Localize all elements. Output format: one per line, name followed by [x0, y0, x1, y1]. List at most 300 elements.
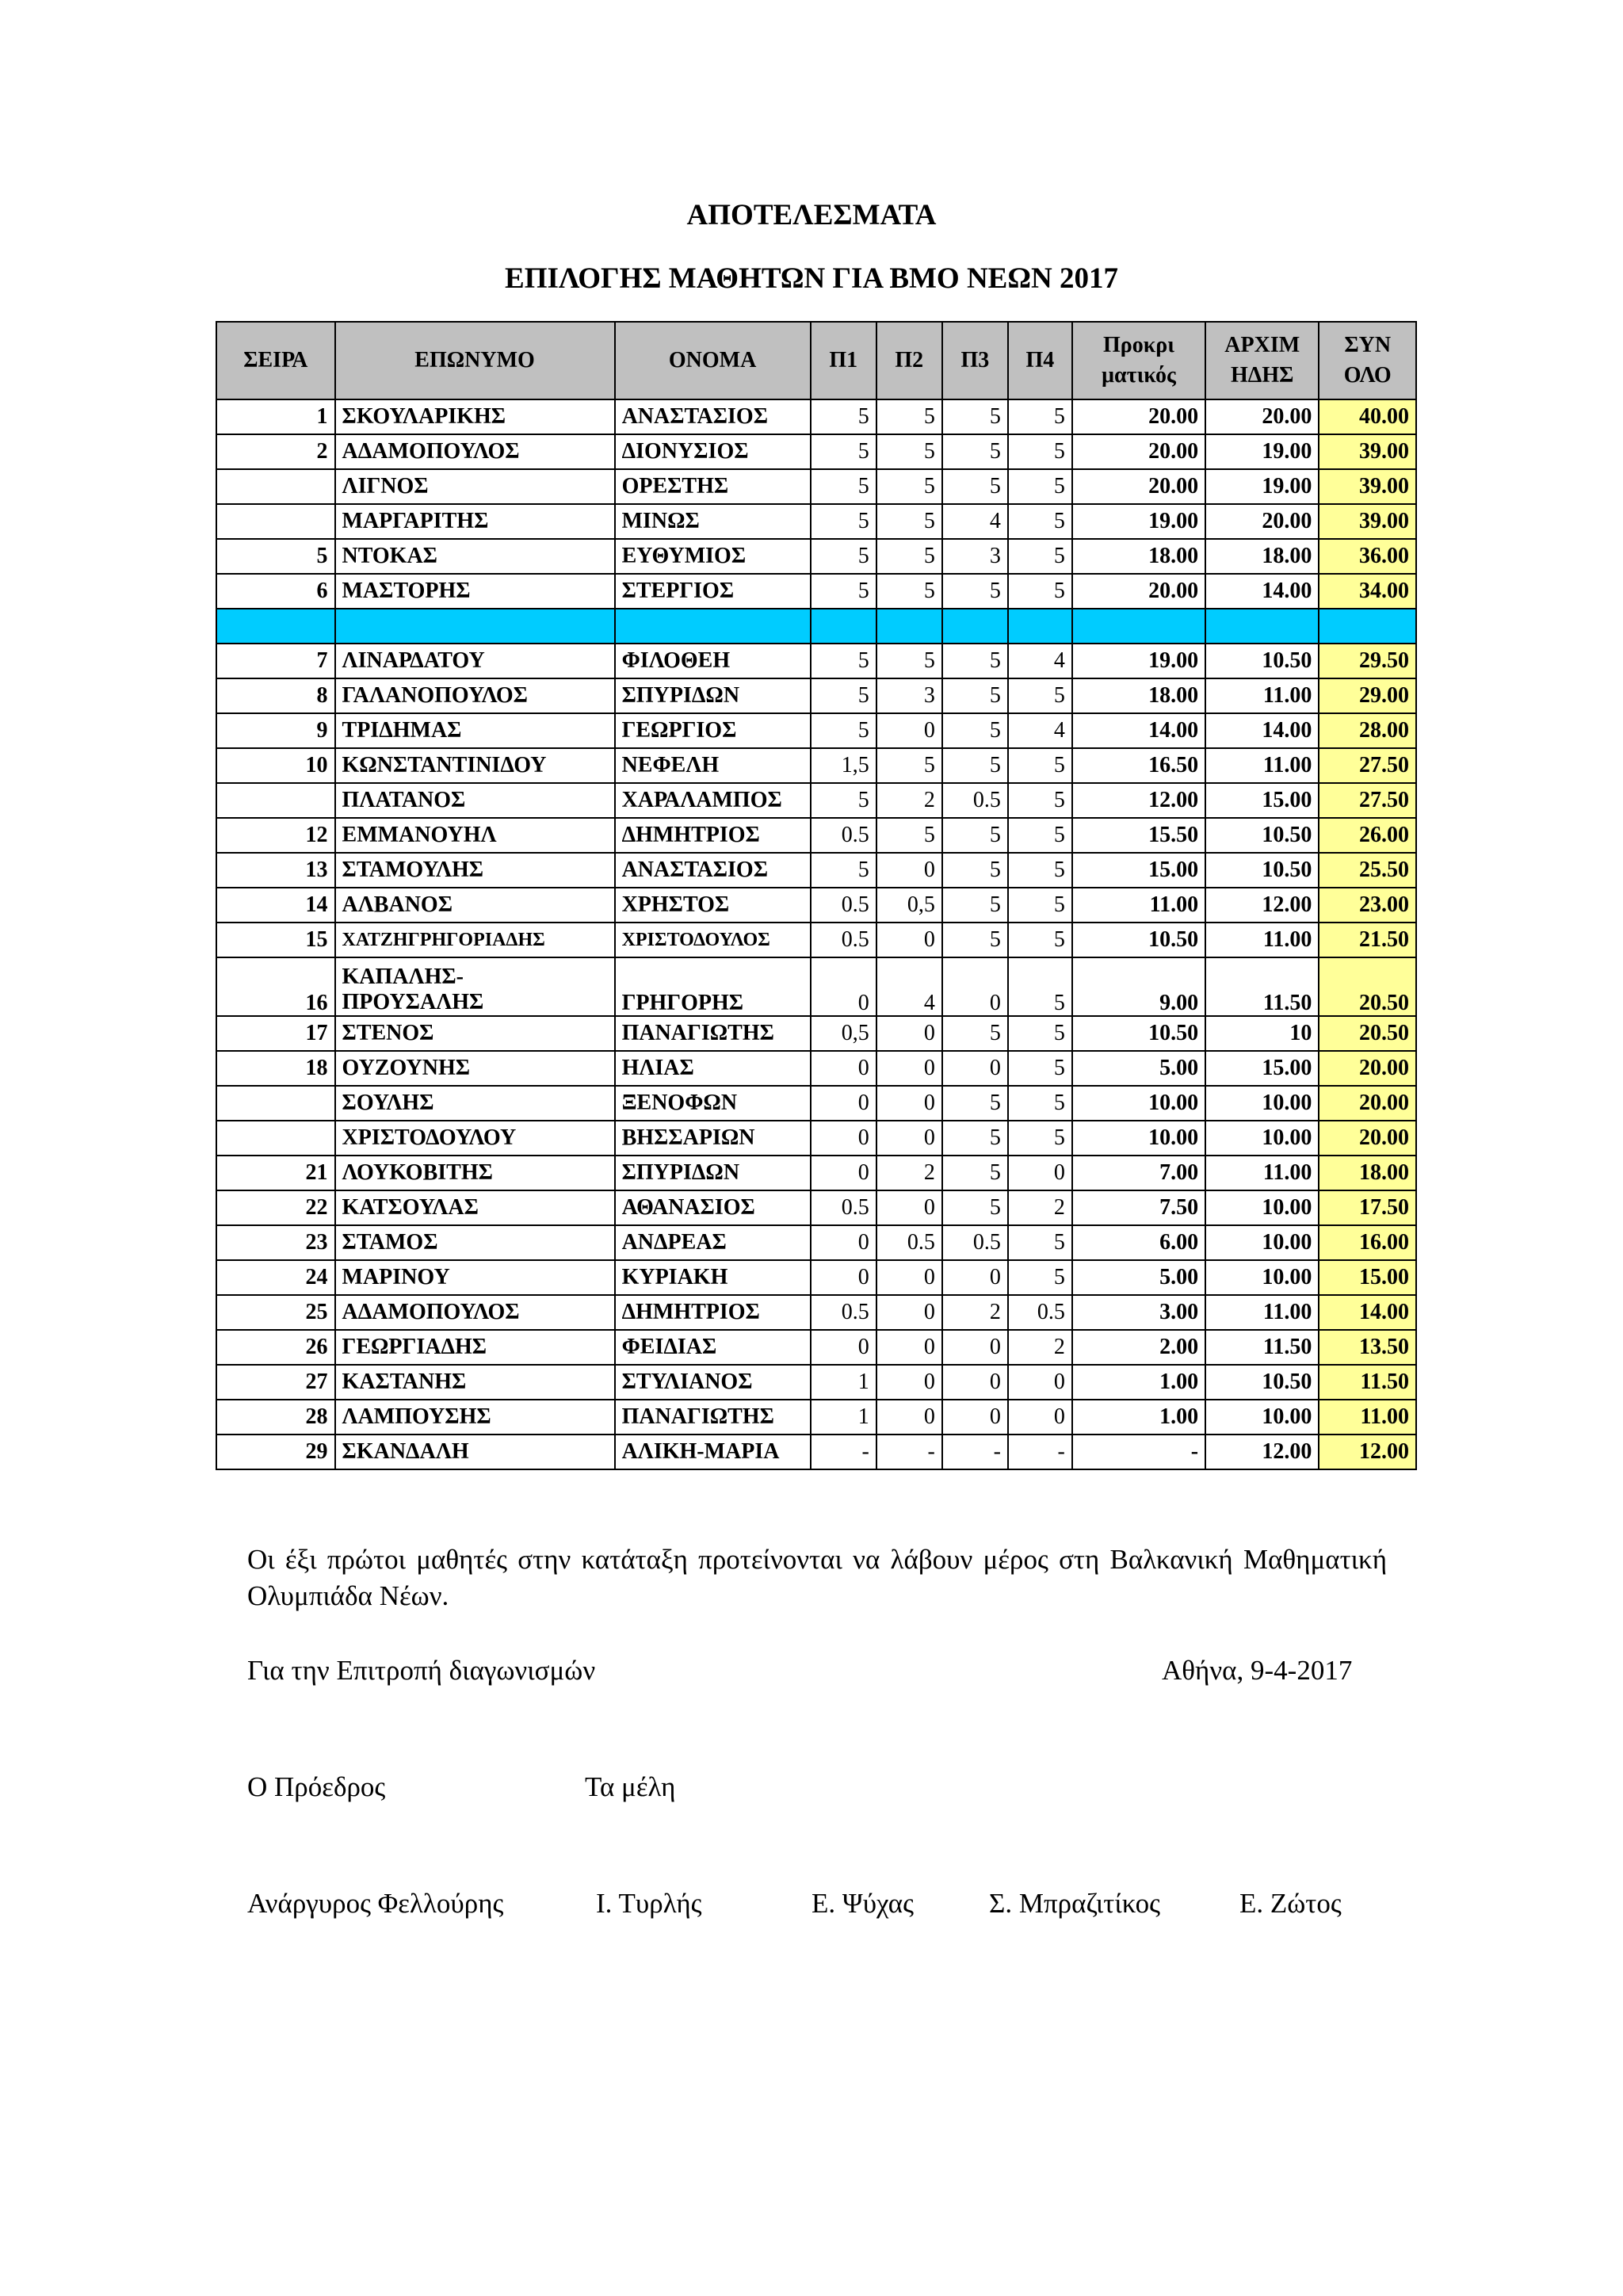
- surname-cell: ΑΔΑΜΟΠΟΥΛΟΣ: [335, 434, 615, 469]
- table-row: [216, 1156, 1416, 1190]
- table-row: [216, 1295, 1416, 1330]
- header-onoma: ΟΝΟΜΑ: [615, 322, 811, 399]
- p3-cell: 5: [942, 1121, 1008, 1156]
- p1-cell: 0.5: [811, 923, 876, 957]
- name-cell: ΠΑΝΑΓΙΩΤΗΣ: [615, 1400, 811, 1435]
- name-cell: ΑΝΑΣΤΑΣΙΟΣ: [615, 399, 811, 434]
- rank-cell: [216, 469, 335, 504]
- archimidis-cell: 10.00: [1205, 1121, 1319, 1156]
- rank-cell: 8: [216, 678, 335, 713]
- separator-cell: [811, 609, 876, 644]
- table-row: [216, 1400, 1416, 1435]
- p1-cell: 0.5: [811, 818, 876, 853]
- table-row: [216, 434, 1416, 469]
- p3-cell: 5: [942, 1086, 1008, 1121]
- prokrimatikos-cell: 6.00: [1072, 1225, 1205, 1260]
- prokrimatikos-cell: 16.50: [1072, 748, 1205, 783]
- archimidis-cell: 11.00: [1205, 678, 1319, 713]
- p3-cell: 5: [942, 644, 1008, 678]
- name-cell: ΗΛΙΑΣ: [615, 1051, 811, 1086]
- p3-cell: 5: [942, 1016, 1008, 1051]
- total-cell: 21.50: [1319, 923, 1416, 957]
- signature-member-4: Ε. Ζώτος: [1239, 1888, 1342, 1919]
- p1-cell: 0: [811, 1260, 876, 1295]
- p4-cell: 4: [1008, 644, 1072, 678]
- p4-cell: 5: [1008, 1225, 1072, 1260]
- surname-cell: [335, 957, 615, 1016]
- p1-cell: 0: [811, 1330, 876, 1365]
- p1-cell: 5: [811, 434, 876, 469]
- rank-cell: 14: [216, 888, 335, 923]
- name-cell: ΑΘΑΝΑΣΙΟΣ: [615, 1190, 811, 1225]
- total-cell: 39.00: [1319, 504, 1416, 539]
- archimidis-cell: 14.00: [1205, 574, 1319, 609]
- table-row: [216, 818, 1416, 853]
- header-synolo-line2: ΟΛΟ: [1343, 363, 1392, 388]
- rank-cell: 12: [216, 818, 335, 853]
- table-row: [216, 1051, 1416, 1086]
- name-cell: ΧΑΡΑΛΑΜΠΟΣ: [615, 783, 811, 818]
- prokrimatikos-cell: 1.00: [1072, 1365, 1205, 1400]
- table-row: [216, 1190, 1416, 1225]
- rank-cell: 13: [216, 853, 335, 888]
- p1-cell: 5: [811, 574, 876, 609]
- p3-cell: 5: [942, 399, 1008, 434]
- total-cell: 15.00: [1319, 1260, 1416, 1295]
- p4-cell: 0: [1008, 1365, 1072, 1400]
- archimidis-cell: 15.00: [1205, 783, 1319, 818]
- rank-cell: [216, 504, 335, 539]
- rank-cell: 25: [216, 1295, 335, 1330]
- p3-cell: 2: [942, 1295, 1008, 1330]
- separator-cell: [876, 609, 942, 644]
- table-row: [216, 1016, 1416, 1051]
- table-row: [216, 853, 1416, 888]
- archimidis-cell: 10.50: [1205, 1365, 1319, 1400]
- total-cell: 34.00: [1319, 574, 1416, 609]
- p4-cell: -: [1008, 1435, 1072, 1469]
- p3-cell: 5: [942, 574, 1008, 609]
- table-row: [216, 539, 1416, 574]
- p2-cell: 3: [876, 678, 942, 713]
- archimidis-cell: 10: [1205, 1016, 1319, 1051]
- prokrimatikos-cell: 2.00: [1072, 1330, 1205, 1365]
- total-cell: 28.00: [1319, 713, 1416, 748]
- name-cell: ΕΥΘΥΜΙΟΣ: [615, 539, 811, 574]
- prokrimatikos-cell: 18.00: [1072, 539, 1205, 574]
- separator-cell: [942, 609, 1008, 644]
- p2-cell: 4: [876, 957, 942, 1016]
- p1-cell: 5: [811, 539, 876, 574]
- p4-cell: 0: [1008, 1156, 1072, 1190]
- archimidis-cell: 10.00: [1205, 1400, 1319, 1435]
- surname-cell: ΛΟΥΚΟΒΙΤΗΣ: [335, 1156, 615, 1190]
- p2-cell: 5: [876, 574, 942, 609]
- prokrimatikos-cell: 20.00: [1072, 469, 1205, 504]
- archimidis-cell: 10.00: [1205, 1086, 1319, 1121]
- table-row: [216, 1225, 1416, 1260]
- prokrimatikos-cell: 20.00: [1072, 434, 1205, 469]
- p1-cell: 5: [811, 644, 876, 678]
- prokrimatikos-cell: 3.00: [1072, 1295, 1205, 1330]
- p2-cell: 0: [876, 1121, 942, 1156]
- rank-cell: 23: [216, 1225, 335, 1260]
- p1-cell: 1: [811, 1365, 876, 1400]
- p1-cell: 0.5: [811, 888, 876, 923]
- total-cell: 29.50: [1319, 644, 1416, 678]
- p4-cell: 5: [1008, 399, 1072, 434]
- header-prokri-line1: Προκρι: [1102, 333, 1174, 357]
- archimidis-cell: 18.00: [1205, 539, 1319, 574]
- total-cell: 20.00: [1319, 1086, 1416, 1121]
- prokrimatikos-cell: 19.00: [1072, 504, 1205, 539]
- archimidis-cell: 15.00: [1205, 1051, 1319, 1086]
- p3-cell: -: [942, 1435, 1008, 1469]
- p3-cell: 5: [942, 469, 1008, 504]
- p4-cell: 5: [1008, 1260, 1072, 1295]
- p1-cell: 0: [811, 957, 876, 1016]
- archimidis-cell: 10.50: [1205, 853, 1319, 888]
- table-row: [216, 469, 1416, 504]
- p3-cell: 0: [942, 1400, 1008, 1435]
- header-p3: Π3: [942, 322, 1008, 399]
- p4-cell: 5: [1008, 469, 1072, 504]
- committee-label: Για την Επιτροπή διαγωνισμών: [247, 1655, 596, 1686]
- p4-cell: 5: [1008, 1016, 1072, 1051]
- header-p4: Π4: [1008, 322, 1072, 399]
- p2-cell: 0: [876, 1400, 942, 1435]
- rank-cell: 16: [216, 957, 335, 1016]
- name-cell: ΔΗΜΗΤΡΙΟΣ: [615, 1295, 811, 1330]
- name-cell: ΣΤΕΡΓΙΟΣ: [615, 574, 811, 609]
- rank-cell: 26: [216, 1330, 335, 1365]
- p2-cell: 0: [876, 713, 942, 748]
- rank-cell: 29: [216, 1435, 335, 1469]
- p1-cell: 5: [811, 783, 876, 818]
- p2-cell: 5: [876, 434, 942, 469]
- p2-cell: 0: [876, 1051, 942, 1086]
- prokrimatikos-cell: 7.50: [1072, 1190, 1205, 1225]
- p3-cell: 0: [942, 1330, 1008, 1365]
- prokrimatikos-cell: -: [1072, 1435, 1205, 1469]
- p1-cell: 5: [811, 853, 876, 888]
- archimidis-cell: 11.00: [1205, 923, 1319, 957]
- p1-cell: 1,5: [811, 748, 876, 783]
- p1-cell: 0,5: [811, 1016, 876, 1051]
- p4-cell: 5: [1008, 678, 1072, 713]
- surname-cell: ΛΙΓΝΟΣ: [335, 469, 615, 504]
- president-label: Ο Πρόεδρος: [247, 1771, 386, 1802]
- total-cell: 39.00: [1319, 469, 1416, 504]
- p1-cell: 5: [811, 399, 876, 434]
- table-row: [216, 1260, 1416, 1295]
- prokrimatikos-cell: 14.00: [1072, 713, 1205, 748]
- table-row: [216, 678, 1416, 713]
- table-row: [216, 1330, 1416, 1365]
- p3-cell: 5: [942, 748, 1008, 783]
- total-cell: 20.50: [1319, 957, 1416, 1016]
- surname-cell: ΣΚΑΝΔΑΛΗ: [335, 1435, 615, 1469]
- prokrimatikos-cell: 12.00: [1072, 783, 1205, 818]
- surname-cell: ΛΑΜΠΟΥΣΗΣ: [335, 1400, 615, 1435]
- separator-cell: [1205, 609, 1319, 644]
- rank-cell: 7: [216, 644, 335, 678]
- archimidis-cell: 10.00: [1205, 1190, 1319, 1225]
- surname-cell: ΜΑΡΙΝΟΥ: [335, 1260, 615, 1295]
- table-header-row: [216, 322, 1416, 399]
- header-seira: ΣΕΙΡΑ: [216, 322, 335, 399]
- prokrimatikos-cell: 15.00: [1072, 853, 1205, 888]
- archimidis-cell: 10.50: [1205, 644, 1319, 678]
- table-row: [216, 923, 1416, 957]
- rank-cell: 28: [216, 1400, 335, 1435]
- surname-cell: ΟΥΖΟΥΝΗΣ: [335, 1051, 615, 1086]
- archimidis-cell: 10.50: [1205, 818, 1319, 853]
- p4-cell: 5: [1008, 818, 1072, 853]
- surname-cell: ΧΡΙΣΤΟΔΟΥΛΟΥ: [335, 1121, 615, 1156]
- p2-cell: 5: [876, 818, 942, 853]
- header-archim-line2: ΗΔΗΣ: [1231, 363, 1294, 388]
- surname-cell: ΓΑΛΑΝΟΠΟΥΛΟΣ: [335, 678, 615, 713]
- p1-cell: 0: [811, 1086, 876, 1121]
- prokrimatikos-cell: 20.00: [1072, 574, 1205, 609]
- p2-cell: 0: [876, 1190, 942, 1225]
- p1-cell: 0: [811, 1121, 876, 1156]
- p2-cell: 0: [876, 923, 942, 957]
- surname-cell: ΑΛΒΑΝΟΣ: [335, 888, 615, 923]
- archimidis-cell: 12.00: [1205, 888, 1319, 923]
- p2-cell: 0: [876, 1295, 942, 1330]
- p1-cell: 0: [811, 1156, 876, 1190]
- header-archim-line1: ΑΡΧΙΜ: [1224, 333, 1300, 357]
- separator-cell: [1072, 609, 1205, 644]
- prokrimatikos-cell: 15.50: [1072, 818, 1205, 853]
- total-cell: 18.00: [1319, 1156, 1416, 1190]
- p4-cell: 5: [1008, 923, 1072, 957]
- surname-cell: ΚΑΤΣΟΥΛΑΣ: [335, 1190, 615, 1225]
- table-row: [216, 1365, 1416, 1400]
- p4-cell: 0.5: [1008, 1295, 1072, 1330]
- archimidis-cell: 14.00: [1205, 713, 1319, 748]
- p4-cell: 5: [1008, 783, 1072, 818]
- header-eponymo: ΕΠΩΝΥΜΟ: [335, 322, 615, 399]
- p4-cell: 5: [1008, 1051, 1072, 1086]
- p4-cell: 2: [1008, 1330, 1072, 1365]
- total-cell: 27.50: [1319, 748, 1416, 783]
- table-row: [216, 783, 1416, 818]
- surname-cell: ΣΤΑΜΟΥΛΗΣ: [335, 853, 615, 888]
- header-prokrimatikos: [1072, 322, 1205, 399]
- p3-cell: 4: [942, 504, 1008, 539]
- total-cell: 40.00: [1319, 399, 1416, 434]
- rank-cell: 9: [216, 713, 335, 748]
- p3-cell: 5: [942, 1156, 1008, 1190]
- p3-cell: 5: [942, 818, 1008, 853]
- p2-cell: 0,5: [876, 888, 942, 923]
- signature-member-3: Σ. Μπραζιτίκος: [989, 1888, 1161, 1919]
- p3-cell: 5: [942, 678, 1008, 713]
- surname-line-2: ΠΡΟΥΣΑΛΗΣ: [342, 990, 484, 1014]
- p4-cell: 5: [1008, 853, 1072, 888]
- p2-cell: 0: [876, 1330, 942, 1365]
- table-row: [216, 399, 1416, 434]
- archimidis-cell: 19.00: [1205, 469, 1319, 504]
- rank-cell: 24: [216, 1260, 335, 1295]
- p4-cell: 5: [1008, 434, 1072, 469]
- surname-cell: ΝΤΟΚΑΣ: [335, 539, 615, 574]
- p2-cell: 5: [876, 469, 942, 504]
- name-cell: ΞΕΝΟΦΩΝ: [615, 1086, 811, 1121]
- p3-cell: 3: [942, 539, 1008, 574]
- p2-cell: 0: [876, 853, 942, 888]
- total-cell: 29.00: [1319, 678, 1416, 713]
- prokrimatikos-cell: 10.50: [1072, 923, 1205, 957]
- rank-cell: [216, 1086, 335, 1121]
- name-cell: ΑΛΙΚΗ-ΜΑΡΙΑ: [615, 1435, 811, 1469]
- prokrimatikos-cell: 20.00: [1072, 399, 1205, 434]
- p3-cell: 0: [942, 1365, 1008, 1400]
- name-cell: ΑΝΔΡΕΑΣ: [615, 1225, 811, 1260]
- archimidis-cell: 11.00: [1205, 1156, 1319, 1190]
- prokrimatikos-cell: 11.00: [1072, 888, 1205, 923]
- p1-cell: 5: [811, 469, 876, 504]
- surname-cell: ΜΑΡΓΑΡΙΤΗΣ: [335, 504, 615, 539]
- total-cell: 25.50: [1319, 853, 1416, 888]
- separator-cell: [335, 609, 615, 644]
- p4-cell: 5: [1008, 888, 1072, 923]
- prokrimatikos-cell: 1.00: [1072, 1400, 1205, 1435]
- separator-row: [216, 609, 1416, 644]
- prokrimatikos-cell: 7.00: [1072, 1156, 1205, 1190]
- p1-cell: -: [811, 1435, 876, 1469]
- p2-cell: 5: [876, 539, 942, 574]
- p4-cell: 5: [1008, 1121, 1072, 1156]
- surname-cell: ΓΕΩΡΓΙΑΔΗΣ: [335, 1330, 615, 1365]
- separator-cell: [1008, 609, 1072, 644]
- archimidis-cell: 19.00: [1205, 434, 1319, 469]
- name-cell: ΝΕΦΕΛΗ: [615, 748, 811, 783]
- selection-note: Οι έξι πρώτοι μαθητές στην κατάταξη προτείνονται να λάβουν μέρος στη Βαλκανική Μαθηματική Ολυμπιάδα Νέων.: [247, 1544, 1387, 1611]
- rank-cell: [216, 1121, 335, 1156]
- name-cell: ΣΠΥΡΙΔΩΝ: [615, 678, 811, 713]
- name-cell: ΓΡΗΓΟΡΗΣ: [615, 957, 811, 1016]
- surname-cell: ΣΤΕΝΟΣ: [335, 1016, 615, 1051]
- table-row: [216, 504, 1416, 539]
- prokrimatikos-cell: 10.00: [1072, 1086, 1205, 1121]
- p3-cell: 0: [942, 957, 1008, 1016]
- p2-cell: 5: [876, 748, 942, 783]
- archimidis-cell: 20.00: [1205, 399, 1319, 434]
- total-cell: 11.50: [1319, 1365, 1416, 1400]
- prokrimatikos-cell: 10.00: [1072, 1121, 1205, 1156]
- name-cell: ΒΗΣΣΑΡΙΩΝ: [615, 1121, 811, 1156]
- table-row: [216, 957, 1416, 1016]
- name-cell: ΟΡΕΣΤΗΣ: [615, 469, 811, 504]
- surname-cell: ΕΜΜΑΝΟΥΗΛ: [335, 818, 615, 853]
- prokrimatikos-cell: 5.00: [1072, 1051, 1205, 1086]
- table-row: [216, 748, 1416, 783]
- p4-cell: 5: [1008, 504, 1072, 539]
- name-cell: ΑΝΑΣΤΑΣΙΟΣ: [615, 853, 811, 888]
- p3-cell: 0.5: [942, 783, 1008, 818]
- separator-cell: [1319, 609, 1416, 644]
- rank-cell: 6: [216, 574, 335, 609]
- p4-cell: 2: [1008, 1190, 1072, 1225]
- table-row: [216, 1435, 1416, 1469]
- rank-cell: 18: [216, 1051, 335, 1086]
- rank-cell: 2: [216, 434, 335, 469]
- rank-cell: 22: [216, 1190, 335, 1225]
- total-cell: 11.00: [1319, 1400, 1416, 1435]
- p3-cell: 0: [942, 1260, 1008, 1295]
- p4-cell: 4: [1008, 713, 1072, 748]
- p2-cell: -: [876, 1435, 942, 1469]
- p4-cell: 5: [1008, 539, 1072, 574]
- rank-cell: 15: [216, 923, 335, 957]
- p2-cell: 0: [876, 1086, 942, 1121]
- archimidis-cell: 11.00: [1205, 1295, 1319, 1330]
- table-row: [216, 574, 1416, 609]
- prokrimatikos-cell: 10.50: [1072, 1016, 1205, 1051]
- total-cell: 27.50: [1319, 783, 1416, 818]
- p2-cell: 5: [876, 644, 942, 678]
- p3-cell: 5: [942, 434, 1008, 469]
- p2-cell: 0: [876, 1365, 942, 1400]
- header-synolo: [1319, 322, 1416, 399]
- separator-cell: [615, 609, 811, 644]
- header-synolo-line1: ΣΥΝ: [1344, 333, 1392, 357]
- separator-cell: [216, 609, 335, 644]
- document-title: ΑΠΟΤΕΛΕΣΜΑΤΑ: [686, 199, 937, 231]
- name-cell: ΜΙΝΩΣ: [615, 504, 811, 539]
- prokrimatikos-cell: 19.00: [1072, 644, 1205, 678]
- p4-cell: 5: [1008, 1086, 1072, 1121]
- surname-cell: ΣΤΑΜΟΣ: [335, 1225, 615, 1260]
- rank-cell: 5: [216, 539, 335, 574]
- total-cell: 20.50: [1319, 1016, 1416, 1051]
- total-cell: 39.00: [1319, 434, 1416, 469]
- prokrimatikos-cell: 9.00: [1072, 957, 1205, 1016]
- p4-cell: 5: [1008, 957, 1072, 1016]
- p3-cell: 5: [942, 713, 1008, 748]
- p3-cell: 5: [942, 888, 1008, 923]
- prokrimatikos-cell: 5.00: [1072, 1260, 1205, 1295]
- name-cell: ΚΥΡΙΑΚΗ: [615, 1260, 811, 1295]
- prokrimatikos-cell: 18.00: [1072, 678, 1205, 713]
- rank-cell: [216, 783, 335, 818]
- surname-cell: ΛΙΝΑΡΔΑΤΟΥ: [335, 644, 615, 678]
- header-p2: Π2: [876, 322, 942, 399]
- table-row: [216, 1086, 1416, 1121]
- total-cell: 17.50: [1319, 1190, 1416, 1225]
- total-cell: 23.00: [1319, 888, 1416, 923]
- p4-cell: 5: [1008, 748, 1072, 783]
- surname-line-1: ΚΑΠΑΛΗΣ-: [342, 965, 464, 989]
- p1-cell: 0.5: [811, 1190, 876, 1225]
- table-row: [216, 713, 1416, 748]
- p1-cell: 0: [811, 1051, 876, 1086]
- surname-cell: ΧΑΤΖΗΓΡΗΓΟΡΙΑΔΗΣ: [335, 923, 615, 957]
- p1-cell: 5: [811, 678, 876, 713]
- rank-cell: 27: [216, 1365, 335, 1400]
- p2-cell: 2: [876, 1156, 942, 1190]
- p3-cell: 0: [942, 1051, 1008, 1086]
- signature-member-1: Ι. Τυρλής: [596, 1888, 702, 1919]
- rank-cell: 21: [216, 1156, 335, 1190]
- p2-cell: 5: [876, 504, 942, 539]
- surname-cell: ΠΛΑΤΑΝΟΣ: [335, 783, 615, 818]
- surname-cell: ΣΟΥΛΗΣ: [335, 1086, 615, 1121]
